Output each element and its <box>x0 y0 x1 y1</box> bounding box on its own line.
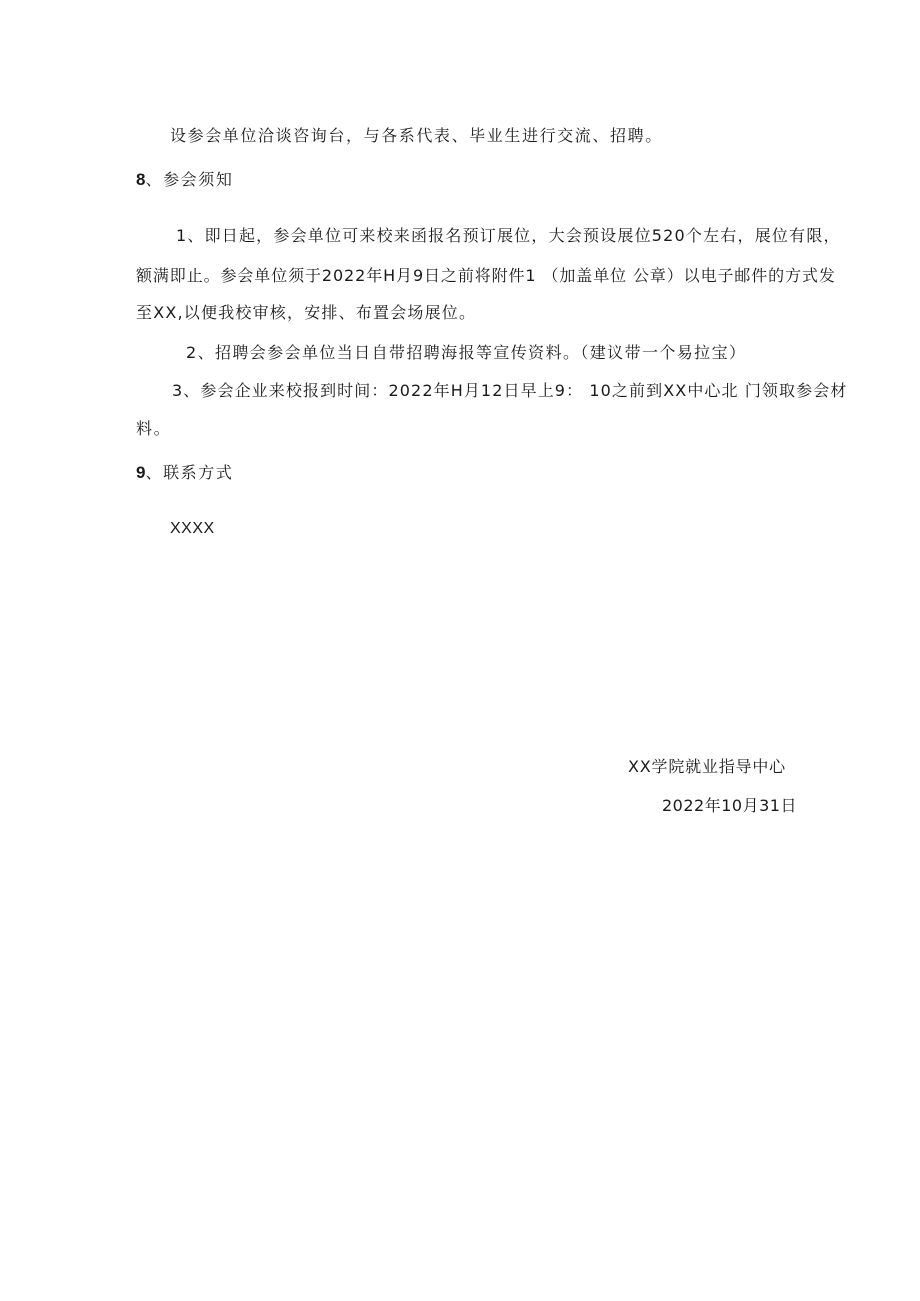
signature-date: 2022年10月31日 <box>662 796 797 815</box>
contact-info: XXXX <box>170 520 215 537</box>
section-8-title: 、参会须知 <box>145 170 234 189</box>
section-8-number: 8 <box>136 170 146 189</box>
notice-item-1-line-1: 1、即日起，参会单位可来校来函报名预订展位，大会预设展位520个左右，展位有限， <box>176 226 841 245</box>
signature-organization: XX学院就业指导中心 <box>628 757 786 776</box>
notice-item-3-line-1: 3、参会企业来校报到时间：2022年H月12日早上9： 10之前到XX中心北 门领取参会材 <box>172 381 848 400</box>
section-9-title: 、联系方式 <box>145 463 234 482</box>
section-8-heading <box>136 170 233 190</box>
notice-item-2: 2、招聘会参会单位当日自带招聘海报等宣传资料。（建议带一个易拉宝） <box>186 343 747 362</box>
section-9-number: 9 <box>136 463 146 482</box>
notice-item-1-line-3: 至XX,以便我校审核，安排、布置会场展位。 <box>136 303 477 322</box>
notice-item-3-line-2: 料。 <box>136 419 172 438</box>
intro-paragraph: 设参会单位洽谈咨询台，与各系代表、毕业生进行交流、招聘。 <box>170 126 663 145</box>
notice-item-1-line-2: 额满即止。参会单位须于2022年H月9日之前将附件1 （加盖单位 公章）以电子邮件的方式发 <box>136 266 836 285</box>
section-9-heading <box>136 463 233 483</box>
